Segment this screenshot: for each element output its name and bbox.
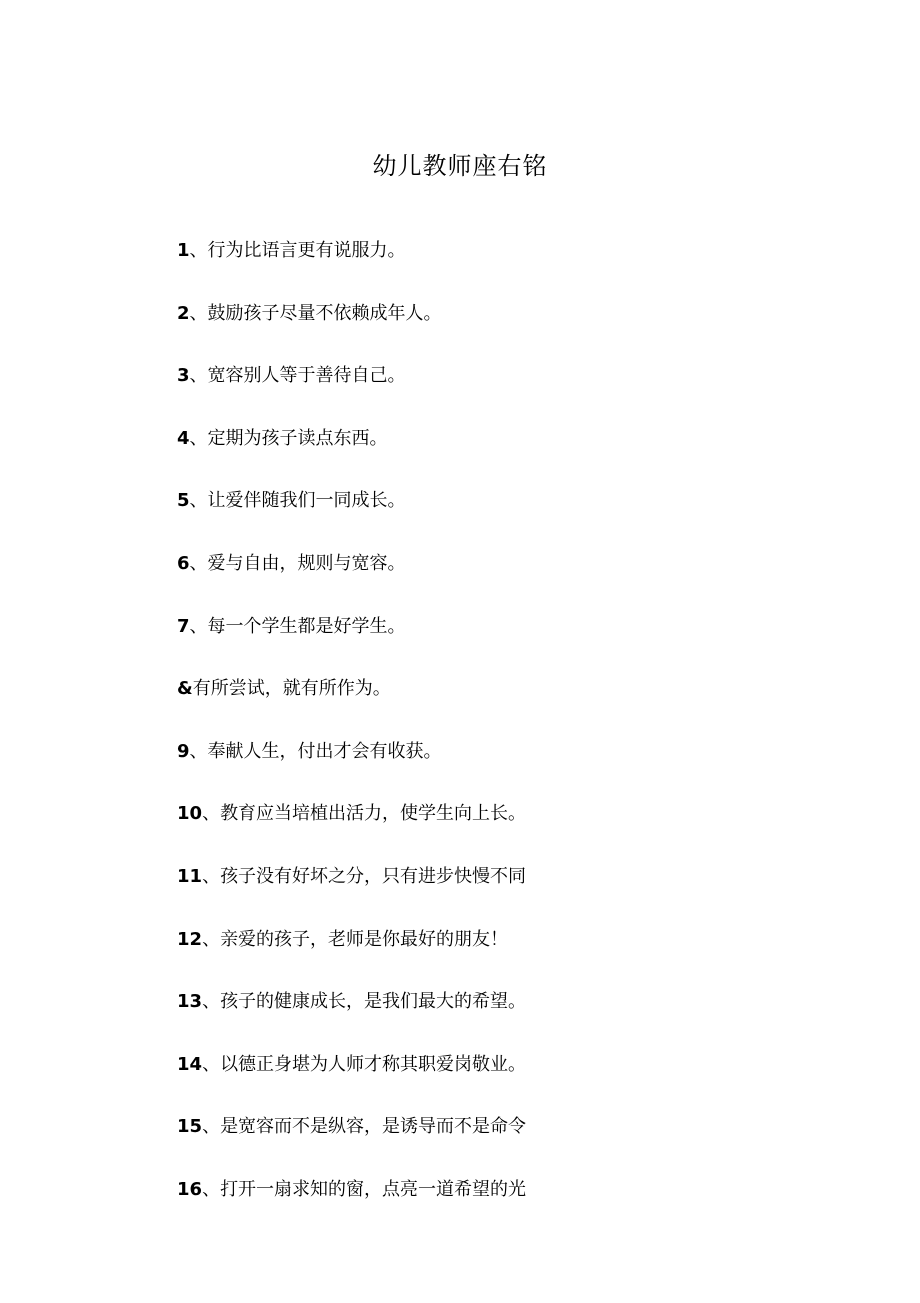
list-item [177,361,526,424]
item-number: 5 [177,490,190,512]
item-separator: 、 [202,865,221,887]
item-separator: 、 [202,1178,221,1200]
item-text: 亲爱的孩子，老师是你最好的朋友！ [220,928,509,950]
item-number: 16 [177,1178,203,1200]
item-text: 教育应当培植出活力，使学生向上长。 [220,803,527,825]
item-number: 12 [177,928,203,950]
list-item [177,1112,526,1175]
item-number: 15 [177,1116,203,1138]
item-text: 孩子的健康成长，是我们最大的希望。 [220,991,527,1013]
item-separator: 、 [202,803,221,825]
item-separator: 、 [189,740,208,762]
item-separator: 、 [189,302,208,324]
item-number: 7 [177,615,190,637]
list-item [177,1175,526,1238]
item-separator: 、 [202,991,221,1013]
item-separator: 、 [202,928,221,950]
item-separator: 、 [202,1116,221,1138]
item-number: & [177,678,193,700]
item-number: 6 [177,552,190,574]
item-text: 行为比语言更有说服力。 [207,240,406,261]
item-number: 1 [177,240,190,261]
item-text: 定期为孩子读点东西。 [207,427,388,449]
item-number: 14 [177,1053,203,1075]
item-number: 10 [177,803,203,825]
page-title: 幼儿教师座右铭 [372,152,548,180]
list-item [177,862,526,925]
item-number: 13 [177,991,203,1013]
item-number: 9 [177,740,190,762]
list-item [177,1050,526,1113]
list-item [177,236,526,299]
list-item [177,299,526,362]
item-text: 以德正身堪为人师才称其职爱岗敬业。 [220,1053,527,1075]
item-text: 宽容别人等于善待自己。 [207,365,406,387]
item-text: 是宽容而不是纵容，是诱导而不是命令 [220,1116,527,1138]
item-text: 让爱伴随我们一同成长。 [207,490,406,512]
list-item [177,925,526,988]
list-item [177,737,526,800]
item-separator: 、 [202,1053,221,1075]
list-item [177,549,526,612]
item-text: 打开一扇求知的窗，点亮一道希望的光 [220,1178,527,1200]
item-separator: 、 [189,240,208,261]
item-text: 孩子没有好坏之分，只有进步快慢不同 [220,865,527,887]
list-item [177,987,526,1050]
item-separator: 、 [189,615,208,637]
item-number: 3 [177,365,190,387]
item-separator: 、 [189,427,208,449]
item-separator: 、 [189,552,208,574]
item-text: 每一个学生都是好学生。 [207,615,406,637]
list-item [177,486,526,549]
list-item [177,612,526,675]
item-text: 奉献人生，付出才会有收获。 [207,740,442,762]
motto-list [177,236,526,1238]
item-text: 有所尝试，就有所作为。 [192,678,391,700]
item-separator: 、 [189,490,208,512]
item-number: 11 [177,865,203,887]
item-separator: 、 [189,365,208,387]
list-item [177,424,526,487]
item-number: 2 [177,302,190,324]
item-text: 爱与自由，规则与宽容。 [207,552,406,574]
item-number: 4 [177,427,190,449]
item-text: 鼓励孩子尽量不依赖成年人。 [207,302,442,324]
list-item [177,674,526,737]
list-item [177,799,526,862]
